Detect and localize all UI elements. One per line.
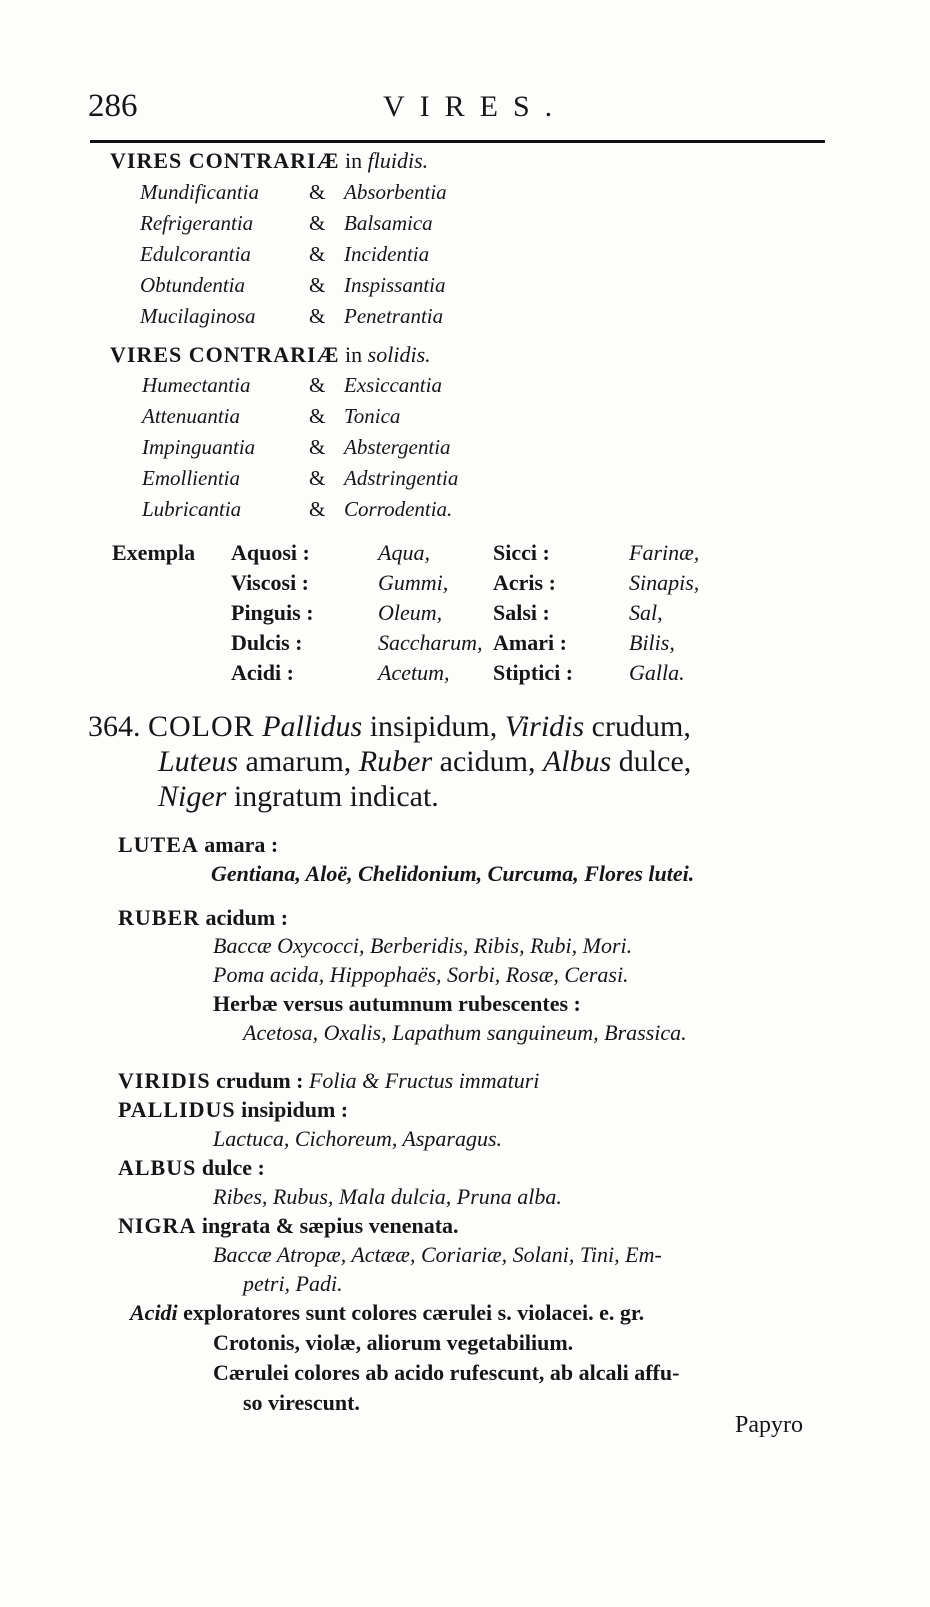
solids-row-4-b: Adstringentia (344, 466, 459, 490)
exempla-row-5-key2: Stiptici : (493, 660, 574, 685)
fluids-row-5-amp: & (309, 304, 326, 328)
ruber-heading (118, 905, 288, 931)
viridis-word: Viridis (504, 710, 585, 743)
lutea-tail: amara : (204, 832, 279, 857)
section-364-line-3 (158, 780, 439, 814)
acidi-lead: Acidi (130, 1300, 178, 1325)
solids-heading (110, 342, 431, 368)
viridis-heading (118, 1068, 539, 1094)
solids-heading-in: in (345, 342, 363, 367)
ruber-line-4: Acetosa, Oxalis, Lapathum sanguineum, Brassica. (243, 1020, 687, 1045)
solids-row-5-a: Lubricantia (142, 497, 242, 521)
albus-examples: Ribes, Rubus, Mala dulcia, Pruna alba. (213, 1184, 562, 1209)
exempla-row-2-val2: Sinapis, (629, 570, 700, 595)
section-364-line-1 (88, 710, 691, 744)
luteus-word: Luteus (158, 745, 239, 778)
ruber-line-2: Poma acida, Hippophaës, Sorbi, Rosæ, Cerasi. (213, 962, 629, 987)
lutea-caps: LUTEA (118, 832, 199, 857)
pallidus-word: Pallidus (262, 710, 363, 743)
lutea-examples: Gentiana, Aloë, Chelidonium, Curcuma, Flores lutei. (211, 861, 695, 886)
amarum-word: amarum, (245, 745, 352, 778)
solids-row-2-amp: & (309, 404, 326, 428)
fluids-heading-word: fluidis. (367, 148, 429, 173)
fluids-row-2-a: Refrigerantia (140, 211, 254, 235)
fluids-row-2-amp: & (309, 211, 326, 235)
fluids-row-4-amp: & (309, 273, 326, 297)
acidi-line-1 (130, 1300, 644, 1326)
fluids-row-3-a: Edulcorantia (140, 242, 251, 266)
solids-row-1-a: Humectantia (142, 373, 251, 397)
solids-row-2-b: Tonica (344, 404, 401, 428)
exempla-row-1-key1: Aquosi : (231, 540, 310, 565)
exempla-row-4-key2: Amari : (493, 630, 567, 655)
exempla-row-5-val2: Galla. (629, 660, 685, 685)
niger-rest: ingratum indicat. (233, 780, 439, 813)
exempla-row-1-val1: Aqua, (378, 540, 430, 565)
running-title: VIRES. (383, 90, 568, 123)
pallidus-tail: insipidum : (241, 1097, 349, 1122)
section-364-line-2 (158, 745, 691, 779)
fluids-row-5-b: Penetrantia (344, 304, 444, 328)
nigra-line-2: petri, Padi. (243, 1271, 343, 1296)
fluids-row-4-b: Inspissantia (344, 273, 446, 297)
exempla-row-3-val1: Oleum, (378, 600, 443, 625)
section-number: 364. (88, 710, 141, 743)
acidi-line-3: Cærulei colores ab acido rufescunt, ab alcali affu- (213, 1360, 680, 1385)
lutea-heading (118, 832, 278, 858)
ruber-caps: RUBER (118, 905, 201, 930)
fluids-row-4-a: Obtundentia (140, 273, 245, 297)
fluids-heading-caps: VIRES CONTRARIÆ (110, 148, 340, 173)
acidum-word: acidum, (439, 745, 536, 778)
insipidum-word: insipidum, (369, 710, 498, 743)
albus-heading (118, 1155, 265, 1181)
exempla-row-4-val2: Bilis, (629, 630, 675, 655)
acidi-text-1: exploratores sunt colores cærulei s. violacei. e. gr. (183, 1300, 645, 1325)
page-number: 286 (88, 88, 138, 124)
nigra-line-1: Baccæ Atropæ, Actææ, Coriariæ, Solani, Tini, Em- (213, 1242, 662, 1267)
nigra-heading (118, 1213, 459, 1239)
catchword: Papyro (735, 1412, 803, 1438)
exempla-row-3-key2: Salsi : (493, 600, 550, 625)
solids-row-2-a: Attenuantia (142, 404, 240, 428)
header-rule (90, 140, 825, 143)
acidi-line-4: so virescunt. (243, 1390, 360, 1415)
crudum-word: crudum, (591, 710, 691, 743)
exempla-row-5-val1: Acetum, (378, 660, 450, 685)
exempla-row-1-key2: Sicci : (493, 540, 550, 565)
color-word: COLOR (148, 710, 255, 743)
viridis-tail: crudum : (216, 1068, 304, 1093)
ruber-word: Ruber (358, 745, 433, 778)
solids-row-3-b: Abstergentia (344, 435, 451, 459)
exempla-row-3-val2: Sal, (629, 600, 663, 625)
fluids-row-1-b: Absorbentia (344, 180, 447, 204)
fluids-row-2-b: Balsamica (344, 211, 433, 235)
solids-row-4-amp: & (309, 466, 326, 490)
albus-caps: ALBUS (118, 1155, 197, 1180)
exempla-row-2-key1: Viscosi : (231, 570, 310, 595)
ruber-line-1: Baccæ Oxycocci, Berberidis, Ribis, Rubi, Mori. (213, 933, 633, 958)
solids-row-5-b: Corrodentia. (344, 497, 453, 521)
solids-row-1-amp: & (309, 373, 326, 397)
exempla-row-5-key1: Acidi : (231, 660, 294, 685)
albus-tail: dulce : (201, 1155, 265, 1180)
dulce-word: dulce, (618, 745, 692, 778)
exempla-row-1-val2: Farinæ, (629, 540, 700, 565)
fluids-row-1-amp: & (309, 180, 326, 204)
niger-word: Niger (158, 780, 227, 813)
exempla-row-4-key1: Dulcis : (231, 630, 303, 655)
solids-row-5-amp: & (309, 497, 326, 521)
nigra-tail: ingrata & sæpius venenata. (201, 1213, 459, 1238)
fluids-heading (110, 148, 428, 174)
solids-row-3-amp: & (309, 435, 326, 459)
ruber-line-3: Herbæ versus autumnum rubescentes : (213, 991, 581, 1016)
pallidus-examples: Lactuca, Cichoreum, Asparagus. (213, 1126, 503, 1151)
fluids-row-1-a: Mundificantia (140, 180, 259, 204)
solids-row-4-a: Emollientia (142, 466, 240, 490)
exempla-row-2-key2: Acris : (493, 570, 556, 595)
exempla-label: Exempla (112, 540, 196, 565)
ruber-tail: acidum : (205, 905, 289, 930)
pallidus-caps: PALLIDUS (118, 1097, 236, 1122)
fluids-row-3-amp: & (309, 242, 326, 266)
solids-row-1-b: Exsiccantia (344, 373, 442, 397)
viridis-examples: Folia & Fructus immaturi (308, 1068, 540, 1093)
nigra-caps: NIGRA (118, 1213, 197, 1238)
fluids-row-5-a: Mucilaginosa (140, 304, 256, 328)
viridis-caps: VIRIDIS (118, 1068, 211, 1093)
solids-row-3-a: Impinguantia (142, 435, 256, 459)
albus-word: Albus (542, 745, 612, 778)
fluids-heading-in: in (345, 148, 363, 173)
exempla-row-2-val1: Gummi, (378, 570, 449, 595)
exempla-row-4-val1: Saccharum, (378, 630, 483, 655)
pallidus-heading (118, 1097, 348, 1123)
solids-heading-word: solidis. (367, 342, 431, 367)
fluids-row-3-b: Incidentia (344, 242, 430, 266)
exempla-row-3-key1: Pinguis : (231, 600, 314, 625)
solids-heading-caps: VIRES CONTRARIÆ (110, 342, 340, 367)
acidi-line-2: Crotonis, violæ, aliorum vegetabilium. (213, 1330, 574, 1355)
